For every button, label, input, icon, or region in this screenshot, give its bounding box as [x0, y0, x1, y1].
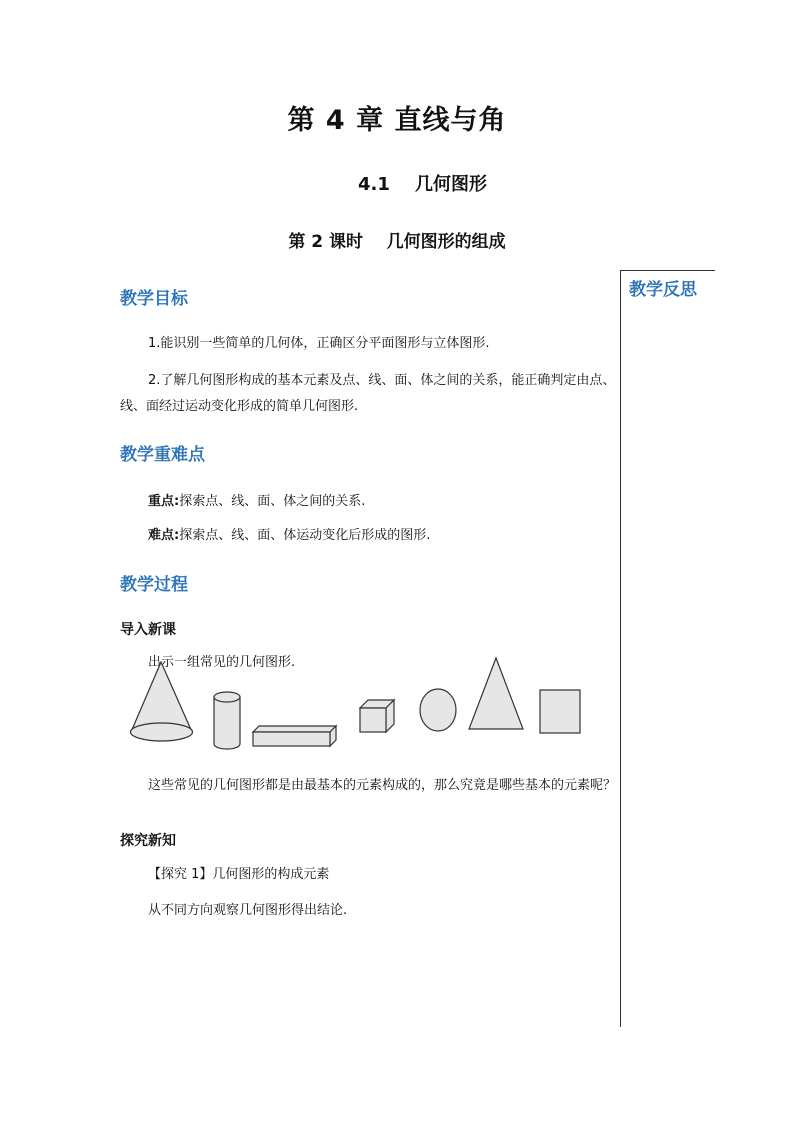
square-shape	[540, 690, 580, 733]
reflection-column-top-rule	[620, 270, 715, 271]
cube-shape	[360, 700, 394, 732]
difficult-point	[120, 521, 620, 551]
objective-item-2: 2.了解几何图形构成的基本元素及点、线、面、体之间的关系，能正确判定由点、线、面经过运动变化形成的简单几何图形.	[120, 373, 616, 414]
long-cuboid-shape	[253, 726, 336, 746]
cone-shape	[131, 662, 193, 741]
objectives-heading: 教学目标	[120, 289, 188, 309]
chapter-title: 第 4 章 直线与角	[287, 105, 507, 136]
explore-heading: 探究新知	[120, 833, 176, 849]
reflection-column-divider	[620, 270, 621, 1027]
explore1-title: 【探究 1】几何图形的构成元素	[148, 867, 330, 882]
lesson-title: 第 2 课时 几何图形的组成	[288, 232, 506, 252]
question-text: 这些常见的几何图形都是由最基本的元素构成的，那么究竟是哪些基本的元素呢？	[148, 778, 617, 793]
explore1-text: 从不同方向观察几何图形得出结论.	[148, 903, 348, 918]
triangle-shape	[469, 658, 523, 729]
difficult-point-text: 探索点、线、面、体运动变化后形成的图形.	[179, 528, 431, 543]
key-points-heading: 教学重难点	[120, 445, 205, 465]
cylinder-shape	[214, 692, 240, 749]
reflection-heading: 教学反思	[629, 280, 697, 300]
ellipse-shape	[420, 689, 456, 731]
section-title: 4.1 几何图形	[358, 174, 487, 195]
objective-item-1: 1.能识别一些简单的几何体，正确区分平面图形与立体图形.	[148, 336, 490, 351]
intro-text: 出示一组常见的几何图形.	[148, 655, 296, 670]
difficult-point-label: 难点:	[148, 528, 180, 543]
key-point-label: 重点:	[148, 494, 180, 509]
process-heading: 教学过程	[120, 575, 188, 595]
key-point-text: 探索点、线、面、体之间的关系.	[179, 494, 366, 509]
key-point	[120, 487, 620, 517]
geometric-shapes-figure	[120, 650, 590, 755]
intro-heading: 导入新课	[120, 622, 176, 638]
